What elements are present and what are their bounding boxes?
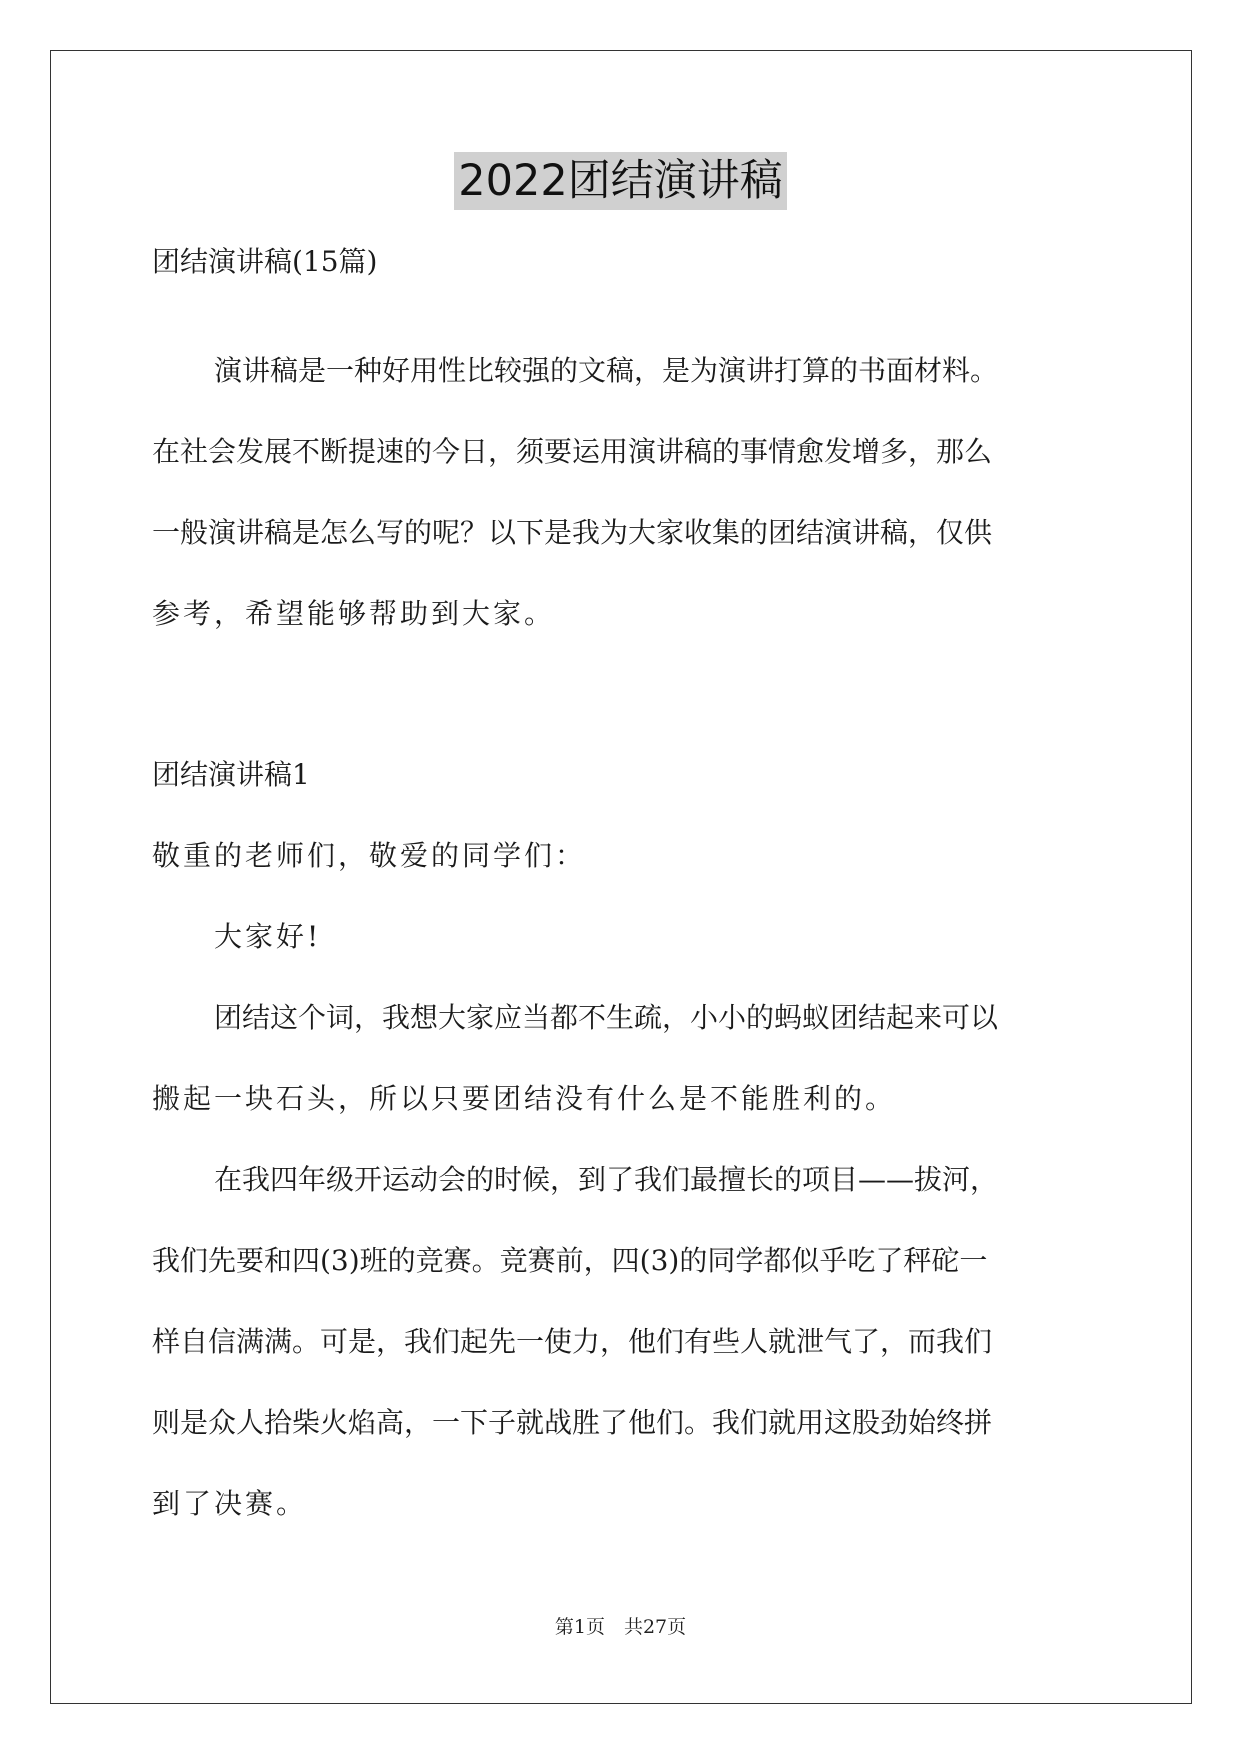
intro-line-2: 在社会发展不断提速的今日，须要运用演讲稿的事情愈发增多，那么 [152, 435, 993, 468]
document-subtitle: 团结演讲稿(15篇) [152, 245, 378, 278]
para1-line-2: 搬起一块石头，所以只要团结没有什么是不能胜利的。 [152, 1082, 897, 1115]
page-number-footer: 第1页 共27页 [554, 1616, 687, 1638]
title-container [0, 152, 1241, 210]
greeting: 大家好! [214, 920, 322, 953]
document-title: 2022团结演讲稿 [454, 152, 786, 210]
para2-line-3: 样自信满满。可是，我们起先一使力，他们有些人就泄气了，而我们 [152, 1325, 993, 1358]
section-heading: 团结演讲稿1 [152, 758, 310, 791]
para2-line-1: 在我四年级开运动会的时候，到了我们最擅长的项目——拔河， [214, 1163, 999, 1196]
intro-line-4: 参考，希望能够帮助到大家。 [152, 597, 556, 630]
page-border [50, 50, 1192, 1704]
intro-line-1: 演讲稿是一种好用性比较强的文稿，是为演讲打算的书面材料。 [214, 354, 999, 387]
salutation: 敬重的老师们，敬爱的同学们： [152, 839, 587, 872]
para2-line-4: 则是众人拾柴火焰高，一下子就战胜了他们。我们就用这股劲始终拼 [152, 1406, 993, 1439]
para1-line-1: 团结这个词，我想大家应当都不生疏，小小的蚂蚁团结起来可以 [214, 1001, 999, 1034]
para2-line-2: 我们先要和四(3)班的竞赛。竞赛前，四(3)的同学都似乎吃了秤砣一 [152, 1244, 988, 1277]
intro-line-3: 一般演讲稿是怎么写的呢？以下是我为大家收集的团结演讲稿，仅供 [152, 516, 993, 549]
para2-line-5: 到了决赛。 [152, 1487, 308, 1520]
